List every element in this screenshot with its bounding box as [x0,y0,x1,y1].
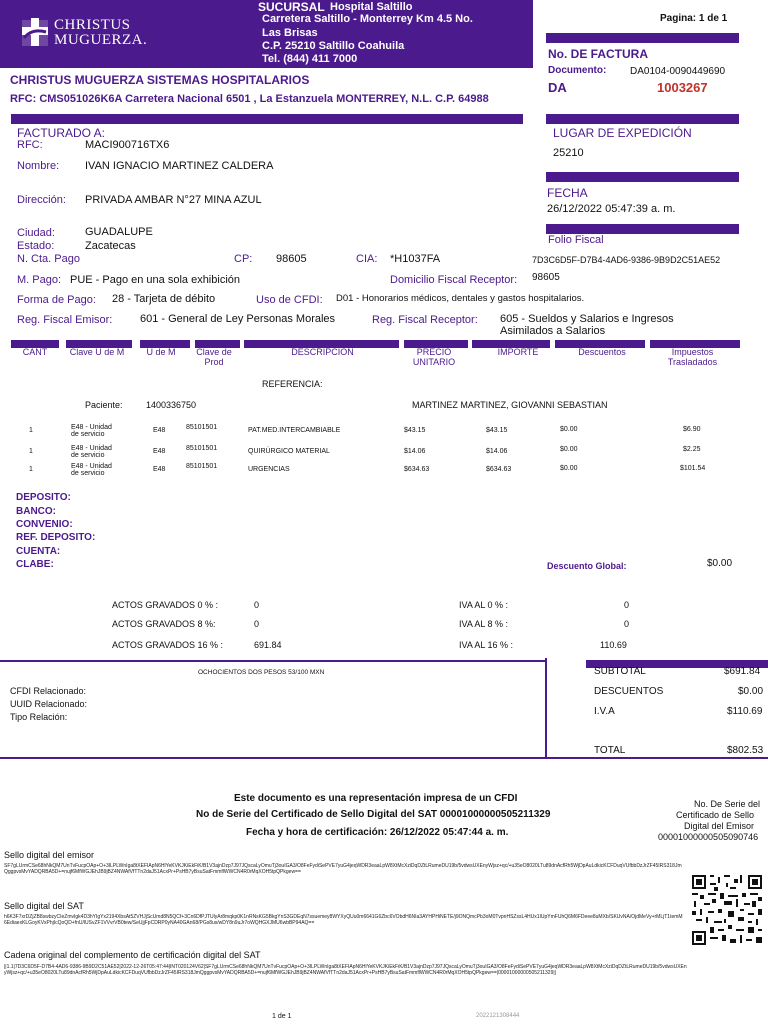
total-label: TOTAL [594,745,626,756]
ciudad-value: GUADALUPE [85,226,153,238]
col-um-label: U de M [146,347,176,357]
row3-um: E48 [153,466,166,473]
qr-code [690,873,764,947]
col-impuestos-label2: Trasladados [667,357,718,367]
col-desc [260,347,385,357]
subtotal-value: $691.84 [724,666,761,677]
descuento-global-value: $0.00 [707,558,733,569]
regemisor-value: 601 - General de Ley Personas Morales [140,313,336,325]
row1-clave2: de servicio [71,431,105,438]
descuentos-value: $0.00 [738,686,764,697]
regreceptor-label: Reg. Fiscal Receptor: [372,314,478,326]
col-precio-label2: UNITARIO [412,357,456,367]
clabe-label: CLABE: [16,559,54,570]
serie-emisor-line3: Digital del Emisor [684,821,755,831]
regemisor-label: Reg. Fiscal Emisor: [17,314,113,326]
iva8-label: IVA AL 8 % : [459,619,509,629]
facturado-label: FACTURADO A: [17,126,106,140]
sucursal-tel: Tel. (844) 411 7000 [262,53,358,65]
domfiscal-value: 98605 [532,272,560,283]
iva-label: I.V.A [594,706,615,717]
row2-clave1: E48 - Unidad [71,445,112,452]
uuid-relacionado-label: UUID Relacionado: [10,699,88,709]
row3-importe: $634.63 [486,466,512,473]
iva0-label: IVA AL 0 % : [459,600,509,610]
brand-line1: CHRISTUS [54,17,131,33]
row1-desc: PAT.MED.INTERCAMBIABLE [248,427,341,434]
sello-emisor-label: Sello digital del emisor [4,850,95,860]
totals-top-line [0,660,545,662]
cfdi-line3: Fecha y hora de certificación: 26/12/2022 05:47:44 a. m. [246,827,509,838]
da-label: DA [548,80,567,95]
paciente-name: MARTINEZ MARTINEZ, GIOVANNI SEBASTIAN [412,400,608,410]
col-precio [402,347,466,367]
col-cant [11,347,59,357]
da-value: 1003267 [657,80,708,95]
rfc-label: RFC: [17,139,43,151]
forma-value: 28 - Tarjeta de débito [112,293,216,305]
christus-logo [18,16,148,50]
sucursal-addr1: Carretera Saltillo - Monterrey Km 4.5 No. [262,13,473,25]
row2-impuesto: $2.25 [683,446,701,453]
row2-importe: $14.06 [486,448,508,455]
convenio-label: CONVENIO: [16,519,73,530]
sucursal-name: Hospital Saltillo [330,1,413,13]
company-rfc-line: RFC: CMS051026K6A Carretera Nacional 6501 , La Estanzuela MONTERREY, N.L. C.P. 64988 [10,93,489,105]
serie-emisor-line1: No. De Serie del [694,799,761,809]
facturado-bar [11,114,523,124]
domfiscal-label: Domicilio Fiscal Receptor: [390,274,518,286]
descuento-global-label: Descuento Global: [547,561,627,571]
lugar-label: LUGAR DE EXPEDICIÓN [553,126,692,140]
rfc-value: MACI900716TX6 [85,139,170,151]
sello-emisor-text: SF7gLUrmCSe68hNkQM7UnTvFucpOAp+O+3ILPLWnIga8tXEFIApN6HlYeKVKJKiEkFiK/B1V3ajnDzp7J97JQscaLyOmuTj3ouIGA3/O8FeFydiSePVE7yuG4jeqWDR3eaaLpW8XtMcXziDqDZtLRumeDU19b/5vdwsUXEnyWjsz+qc/+u35eO8020LTu89dnAcfRh5WjDpAuLdkicKCFDuqVUfbbDzJrZF45IRS318JmQggpvsMvYADQRBA5D+=nujf6MfWGJEhJB9jBZ4NWAfVfTTn2daJ51AcxPr+PsHB7yBsuSatFmmflWWCN4R0rMqXOH5tpQPkgew== [4,863,682,875]
direccion-label: Dirección: [17,194,66,206]
cp-label: CP: [234,253,253,265]
fecha-label: FECHA [547,186,588,200]
cia-label: CIA: [356,253,378,265]
totals-bottom-line [0,757,768,759]
row2-prod: 85101501 [186,445,218,452]
actos-g16-value: 691.84 [254,640,282,650]
serie-emisor-line2: Certificado de Sello [676,810,755,820]
row1-impuesto: $6.90 [683,426,701,433]
cadena-label: Cadena original del complemento de certificación digital del SAT [4,950,261,960]
fecha-value: 26/12/2022 05:47:39 a. m. [547,203,676,215]
company-name: CHRISTUS MUGUERZA SISTEMAS HOSPITALARIOS [10,73,310,87]
deposito-label: DEPOSITO: [16,492,71,503]
col-um [138,347,184,357]
ciudad-label: Ciudad: [17,227,55,239]
actos-g8-label: ACTOS GRAVADOS 8 %: [112,619,216,629]
row2-clave2: de servicio [71,452,105,459]
row1-cant: 1 [29,427,33,434]
iva0-value: 0 [624,600,630,610]
folio-label: Folio Fiscal [548,234,604,246]
col-clave-um-label: Clave U de M [69,347,125,357]
row2-cant: 1 [29,448,33,455]
row1-clave1: E48 - Unidad [71,424,112,431]
row2-descuento: $0.00 [560,446,578,453]
estado-label: Estado: [17,240,55,252]
row2-precio: $14.06 [404,448,426,455]
footer-code: 2022121308444 [476,1013,520,1019]
col-importe [486,347,550,357]
lugar-bar [546,114,739,124]
sello-sat-label: Sello digital del SAT [4,901,84,911]
documento-value: DA0104-0090449690 [630,66,726,77]
row3-impuesto: $101.54 [680,465,706,472]
row1-importe: $43.15 [486,427,508,434]
sello-sat-text: h6K3F7xrDZjZB8swbzyCIeZmvIgk4D3hYIgYx2194XbsAt5ZVHJjScUmd8N5QCf+3Cn6DfPJTUlyAr8mqkp0K1nRNsKG5BkgYnS3GDEqN7ssuemey8WYXyQUu0m6641G6Zbc6VObdH6NIa3AYHPHiNETE/j9ONQmcPb3oM0TvpnHSZssL4HUx1IUpYmFUhQ6M6FDeee8uMXb/SKUvNA/OjdMeVy+rMLjT1temM6EdiaexKLGoyKVxPhjIcQoQD+fnU/lUSvZF1VVvrVB0tew/SeUjjFpCDRP0yNA40GAn68/PGs8us/wDY8n9uJr7oWQHGXJMU6wbBP94AQ== [4,914,683,926]
forma-label: Forma de Pago: [17,294,96,306]
sucursal-addr3: C.P. 25210 Saltillo Coahuila [262,40,405,52]
row3-descuento: $0.00 [560,465,578,472]
paciente-id: 1400336750 [146,400,197,410]
uso-value: D01 - Honorarios médicos, dentales y gastos hospitalarios. [336,293,585,304]
total-letra: OCHOCIENTOS DOS PESOS 53/100 MXN [198,669,325,676]
iva8-value: 0 [624,619,630,629]
brand-line2: MUGUERZA. [54,32,148,48]
folio-bar [546,224,739,234]
col-prod [190,347,238,367]
col-cant-label: CANT [22,347,48,357]
factura-top-bar [546,33,739,43]
actos-g16-label: ACTOS GRAVADOS 16 % : [112,640,224,650]
row3-clave2: de servicio [71,470,105,477]
sucursal-addr2: Las Brisas [262,27,318,39]
cross-logo-icon [18,16,52,48]
estado-value: Zacatecas [85,240,136,252]
row1-precio: $43.15 [404,427,426,434]
direccion-value: PRIVADA AMBAR N°27 MINA AZUL [85,194,262,206]
actos-g0-value: 0 [254,600,260,610]
col-descuentos [570,347,634,357]
cia-value: *H1037FA [390,253,441,265]
iva-value: $110.69 [727,706,763,717]
col-prod-label2: Prod [204,357,224,367]
sucursal-label: SUCURSAL [258,0,325,14]
qr-code-icon [690,873,764,947]
col-desc-label: DESCRIPCION [291,347,354,357]
cadena-text: ||1.1|7D3C6D5F-D7B4-4AD6-9386-9B9D2C51AE52|2022-12-26T05:47:44|INT020124V62|SF7gLUrmCSe68hNkQM7UnTvFucpOAp+O+3ILPLWnIga8tXEFIApN6HlYeKVKJKiEkFiK/B1V3ajnDzp7J97JQscaLyOmuTj3ouIGA3/O8FeFydiSePVE7yuG4jeqWDR3eaaLpW8XtMcXziDqDZtLRumeDU19b/5vdwsUXEnyWjsz+qc/+u35eO8020LTu89dnAcfRh5WjDpAuLdkicKCFDuqVUfbbDzJrZF45IRS318JmQggpvsMvYADQRBA5D+=nujf6MfWGJEhJB9jBZ4NWAfVfTTn2daJ51AcxPr+PsHB7yBsuSatFmmflWWCN4R0rMqXOH5tpQPkgew==|00001000000505211329|| [4,964,687,976]
referencia-label: REFERENCIA: [262,379,323,389]
iva16-value: 110.69 [600,640,627,650]
col-impuestos [655,347,730,367]
banco-label: BANCO: [16,506,56,517]
total-value: $802.53 [727,745,764,756]
cfdi-line1: Este documento es una representación impresa de un CFDI [234,793,518,804]
paciente-label: Paciente: [85,400,123,410]
row1-prod: 85101501 [186,424,218,431]
row1-um: E48 [153,427,166,434]
ref-deposito-label: REF. DEPOSITO: [16,532,96,543]
tipo-relacion-label: Tipo Relación: [10,712,68,722]
nombre-label: Nombre: [17,160,60,172]
documento-label: Documento: [548,65,607,76]
actos-g8-value: 0 [254,619,260,629]
row3-clave1: E48 - Unidad [71,463,112,470]
row3-cant: 1 [29,466,33,473]
row3-desc: URGENCIAS [248,466,290,473]
cfdi-line2: No de Serie del Certificado de Sello Digital del SAT 00001000000505211329 [196,809,551,820]
lugar-value: 25210 [553,147,584,159]
regreceptor-value2: Asimilados a Salarios [500,325,606,337]
row1-descuento: $0.00 [560,426,578,433]
folio-value: 7D3C6D5F-D7B4-4AD6-9386-9B9D2C51AE52 [532,255,721,265]
totals-divider [545,658,547,758]
nombre-value: IVAN IGNACIO MARTINEZ CALDERA [85,160,274,172]
col-clave-um [62,347,132,357]
factura-title: No. DE FACTURA [548,47,648,61]
col-precio-label1: PRECIO [416,347,452,357]
col-prod-label1: Clave de [196,347,232,357]
mpago-label: M. Pago: [17,274,62,286]
cfdi-relacionado-label: CFDI Relacionado: [10,686,87,696]
fecha-bar [546,172,739,182]
page-indicator: Pagina: 1 de 1 [660,13,728,24]
col-impuestos-label1: Impuestos [671,347,714,357]
descuentos-label: DESCUENTOS [594,686,664,697]
row2-desc: QUIRÚRGICO MATERIAL [248,448,330,455]
iva16-label: IVA AL 16 % : [459,640,514,650]
page-footer: 1 de 1 [272,1013,292,1020]
row2-um: E48 [153,448,166,455]
ncta-label: N. Cta. Pago [17,253,80,265]
regreceptor-value1: 605 - Sueldos y Salarios e Ingresos [500,313,674,325]
serie-emisor-line4: 00001000000505090746 [658,832,759,842]
mpago-value: PUE - Pago en una sola exhibición [70,274,240,286]
subtotal-label: SUBTOTAL [594,666,646,677]
col-importe-label: IMPORTE [497,347,539,357]
row3-precio: $634.63 [404,466,430,473]
row3-prod: 85101501 [186,463,218,470]
actos-g0-label: ACTOS GRAVADOS 0 % : [112,600,219,610]
cuenta-label: CUENTA: [16,546,61,557]
uso-label: Uso de CFDI: [256,294,323,306]
col-descuentos-label: Descuentos [578,347,626,357]
cp-value: 98605 [276,253,307,265]
